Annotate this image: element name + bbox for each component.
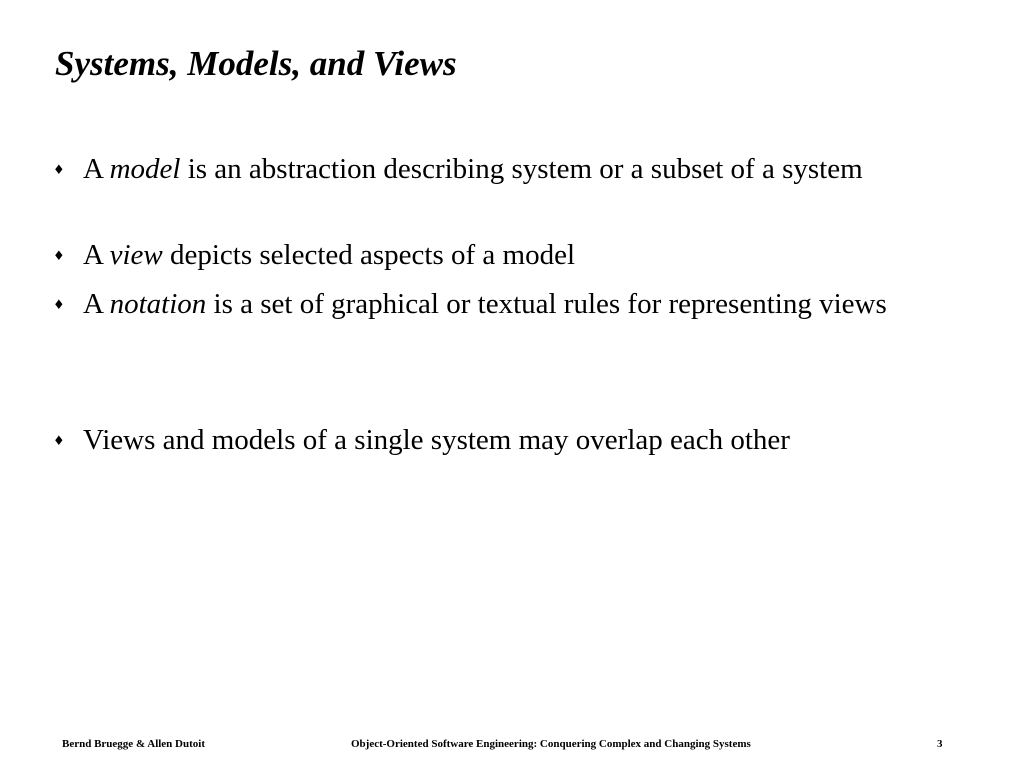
bullet-rest: is a set of graphical or textual rules for representing views — [206, 288, 887, 320]
bullet-term: view — [109, 239, 163, 271]
bullet-item-overlap — [53, 422, 933, 458]
footer-book-title: Object-Oriented Software Engineering: Conquering Complex and Changing Systems — [351, 738, 751, 750]
bullet-text — [83, 151, 933, 187]
bullet-text — [83, 237, 933, 273]
bullet-lead: Views and models of a single system may overlap each other — [83, 424, 790, 456]
bullet-rest: depicts selected aspects of a model — [162, 239, 576, 271]
footer-authors: Bernd Bruegge & Allen Dutoit — [62, 738, 205, 750]
diamond-bullet-icon: ♦ — [53, 298, 65, 313]
bullet-lead: A — [83, 153, 110, 185]
diamond-bullet-icon: ♦ — [53, 434, 65, 449]
bullet-text — [83, 286, 933, 322]
slide-title: Systems, Models, and Views — [55, 44, 457, 83]
bullet-term: notation — [109, 288, 207, 320]
bullet-item-notation — [53, 286, 933, 322]
bullet-item-view — [53, 237, 933, 273]
bullet-lead: A — [83, 288, 110, 320]
diamond-bullet-icon: ♦ — [53, 249, 65, 264]
bullet-lead: A — [83, 239, 110, 271]
bullet-item-model — [53, 151, 933, 187]
bullet-term: model — [109, 153, 181, 185]
footer-page-number: 3 — [937, 738, 943, 750]
diamond-bullet-icon: ♦ — [53, 163, 65, 178]
bullet-rest: is an abstraction describing system or a subset of a system — [180, 153, 863, 185]
bullet-text — [83, 422, 933, 458]
